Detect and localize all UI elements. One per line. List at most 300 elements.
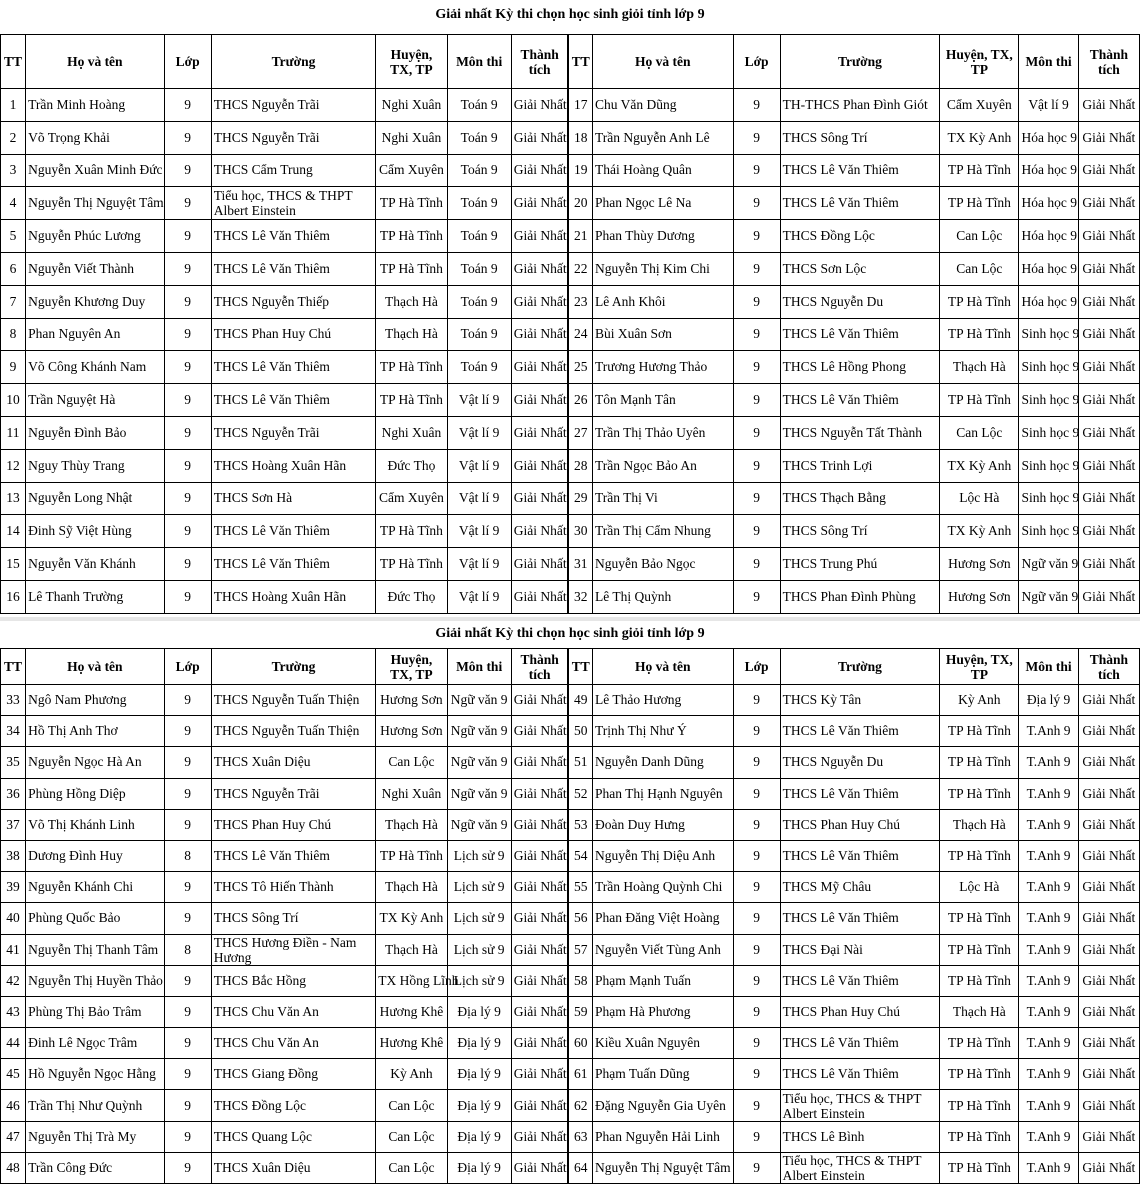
table-cell: Can Lộc [940,252,1019,285]
table-cell: THCS Nguyễn Trãi [211,89,376,122]
table-cell: Giải Nhất [511,747,568,778]
table-cell: 9 [164,318,211,351]
column-header: Họ và tên [26,649,164,685]
table-cell: Giải Nhất [1078,934,1139,965]
table-cell: 9 [733,840,780,871]
table-row [1,840,1140,871]
table-cell: 50 [568,716,592,747]
table-cell: Nguyễn Thị Nguyệt Tâm [593,1152,733,1183]
table-cell: THCS Phan Huy Chú [780,809,940,840]
column-header: Lớp [164,649,211,685]
table-cell: 9 [164,1059,211,1090]
table-cell: Cẩm Xuyên [376,154,447,187]
table-cell: 49 [568,685,592,716]
table-cell: Địa lý 9 [447,996,511,1027]
table-cell: THCS Phan Huy Chú [211,318,376,351]
header-row [1,35,1140,89]
table-cell: THCS Lê Văn Thiêm [780,1059,940,1090]
table-cell: TP Hà Tĩnh [940,318,1019,351]
table-cell: Hóa học 9 [1019,121,1078,154]
table-cell: Giải Nhất [1078,187,1139,220]
table-cell: Địa lý 9 [447,1028,511,1059]
table-cell: 54 [568,840,592,871]
table-cell: Lộc Hà [940,482,1019,515]
table-cell: Dương Đình Huy [26,840,164,871]
table-cell: THCS Nguyễn Trãi [211,778,376,809]
table-cell: Vật lí 9 [447,580,511,613]
table-cell: 9 [164,1028,211,1059]
table-cell: 8 [164,934,211,965]
table-cell: THCS Lê Văn Thiêm [780,716,940,747]
table-cell: Giải Nhất [1078,685,1139,716]
table-cell: Giải Nhất [511,716,568,747]
table-cell: TP Hà Tĩnh [940,934,1019,965]
table-cell: Giải Nhất [511,809,568,840]
table-cell: Lê Thảo Hương [593,685,733,716]
table-cell: THCS Sơn Hà [211,482,376,515]
table-cell: Nguyễn Thị Thanh Tâm [26,934,164,965]
table-cell: 9 [164,1090,211,1121]
table-cell: Giải Nhất [1078,285,1139,318]
table-cell: Lê Anh Khôi [593,285,733,318]
table-row [1,121,1140,154]
table-cell: Giải Nhất [1078,384,1139,417]
table-cell: Địa lý 9 [447,1059,511,1090]
column-header: Trường [780,35,940,89]
table-cell: 44 [1,1028,26,1059]
table-cell: Toán 9 [447,351,511,384]
table-cell: Lịch sử 9 [447,872,511,903]
table-cell: Nguyễn Khánh Chi [26,872,164,903]
table-cell: Trần Thị Vi [593,482,733,515]
table-title: Giải nhất Kỳ thi chọn học sinh giỏi tỉnh lớp 9 [435,626,705,641]
table-cell: Toán 9 [447,285,511,318]
table-cell: 9 [164,285,211,318]
table-cell: 4 [1,187,26,220]
table-cell: Hương Sơn [376,716,447,747]
column-header: Thành tích [511,35,568,89]
table-row [1,747,1140,778]
table-cell: Giải Nhất [1078,1152,1139,1183]
table-cell: Giải Nhất [1078,121,1139,154]
table-cell: Thạch Hà [376,809,447,840]
table-cell: TX Kỳ Anh [376,903,447,934]
column-header: Môn thi [1019,649,1078,685]
table-cell: T.Anh 9 [1019,747,1078,778]
table-cell: Kỳ Anh [376,1059,447,1090]
table-cell: 6 [1,252,26,285]
table-cell: Giải Nhất [511,515,568,548]
table-cell: THCS Lê Hồng Phong [780,351,940,384]
table-cell: THCS Nguyễn Thiếp [211,285,376,318]
table-cell: Phan Thị Hạnh Nguyên [593,778,733,809]
table-cell: 40 [1,903,26,934]
table-cell: 33 [1,685,26,716]
table-cell: TP Hà Tĩnh [940,285,1019,318]
table-cell: Hồ Nguyễn Ngọc Hằng [26,1059,164,1090]
table-cell: Giải Nhất [1078,482,1139,515]
table-cell: 9 [733,220,780,253]
table-cell: Ngữ văn 9 [447,747,511,778]
table-cell: Đức Thọ [376,449,447,482]
table-cell: 9 [733,89,780,122]
table-cell: THCS Lê Văn Thiêm [780,965,940,996]
table-cell: 9 [164,154,211,187]
table-row [1,1090,1140,1121]
table-cell: Trần Ngọc Bảo An [593,449,733,482]
table-cell: THCS Hoàng Xuân Hãn [211,449,376,482]
table-cell: 22 [568,252,592,285]
table-cell: Toán 9 [447,121,511,154]
table-cell: Nguyễn Thị Kim Chi [593,252,733,285]
table-cell: Phan Đăng Việt Hoàng [593,903,733,934]
table-cell: Nguyễn Danh Dũng [593,747,733,778]
table-row [1,416,1140,449]
table-cell: Lịch sử 9 [447,965,511,996]
table-cell: 13 [1,482,26,515]
table-cell: 32 [568,580,592,613]
table-cell: 9 [164,1121,211,1152]
table-cell: Nghi Xuân [376,416,447,449]
table-cell: THCS Cẩm Trung [211,154,376,187]
table-cell: T.Anh 9 [1019,872,1078,903]
table-cell: THCS Đồng Lộc [211,1090,376,1121]
table-cell: THCS Lê Văn Thiêm [780,778,940,809]
table-cell: 9 [733,965,780,996]
table-cell: Ngữ văn 9 [447,685,511,716]
table-cell: Giải Nhất [1078,220,1139,253]
table-cell: Tôn Mạnh Tân [593,384,733,417]
table-cell: THCS Lê Văn Thiêm [780,154,940,187]
table-cell: 29 [568,482,592,515]
table-cell: Can Lộc [376,747,447,778]
table-cell: THCS Lê Văn Thiêm [211,840,376,871]
table-cell: Phùng Quốc Bảo [26,903,164,934]
table-cell: Hương Sơn [940,548,1019,581]
table-cell: 7 [1,285,26,318]
table-row [1,482,1140,515]
table-cell: Giải Nhất [1078,154,1139,187]
table-cell: Lê Thanh Trường [26,580,164,613]
table-cell: THCS Sơn Lộc [780,252,940,285]
column-header: Huyện, TX, TP [376,35,447,89]
table-cell: 9 [164,872,211,903]
table-cell: 3 [1,154,26,187]
column-header: Họ và tên [26,35,164,89]
table-row [1,351,1140,384]
table-cell: 9 [733,996,780,1027]
table-cell: 47 [1,1121,26,1152]
table-cell: T.Anh 9 [1019,1121,1078,1152]
table-cell: THCS Trung Phú [780,548,940,581]
table-cell: 9 [164,548,211,581]
table-cell: 9 [733,809,780,840]
table-cell: 9 [733,121,780,154]
table-cell: 9 [1,351,26,384]
table-cell: 9 [164,580,211,613]
table-cell: 48 [1,1152,26,1183]
table-cell: 26 [568,384,592,417]
table-cell: T.Anh 9 [1019,965,1078,996]
table-cell: Can Lộc [940,220,1019,253]
table-cell: Trịnh Thị Như Ý [593,716,733,747]
table-cell: Địa lý 9 [447,1090,511,1121]
table-cell: Toán 9 [447,252,511,285]
table-cell: TX Hồng Lĩnh [376,965,447,996]
table-cell: TP Hà Tĩnh [940,384,1019,417]
table-cell: Kỳ Anh [940,685,1019,716]
column-header: Trường [211,649,376,685]
table-cell: THCS Xuân Diệu [211,747,376,778]
table-cell: 9 [164,89,211,122]
column-header: TT [568,649,592,685]
table-cell: THCS Sông Trí [780,515,940,548]
table-cell: Hóa học 9 [1019,220,1078,253]
table-cell: Giải Nhất [511,548,568,581]
table-cell: Vật lí 9 [447,515,511,548]
table-cell: Giải Nhất [511,1090,568,1121]
table-cell: Nguyễn Long Nhật [26,482,164,515]
table-row [1,716,1140,747]
table-cell: Cẩm Xuyên [376,482,447,515]
table-cell: Vật lí 9 [1019,89,1078,122]
table-cell: THCS Lê Văn Thiêm [780,384,940,417]
table-cell: THCS Phan Đình Phùng [780,580,940,613]
column-header: Lớp [733,649,780,685]
table-row [1,903,1140,934]
table-cell: 23 [568,285,592,318]
table-cell: Sinh học 9 [1019,351,1078,384]
table-cell: TP Hà Tĩnh [376,187,447,220]
table-cell: Thái Hoàng Quân [593,154,733,187]
table-cell: THCS Đồng Lộc [780,220,940,253]
table-cell: T.Anh 9 [1019,778,1078,809]
table-cell: 9 [733,416,780,449]
table-cell: Giải Nhất [1078,778,1139,809]
table-cell: 11 [1,416,26,449]
table-cell: 8 [1,318,26,351]
table-cell: 43 [1,996,26,1027]
table-cell: Toán 9 [447,318,511,351]
table-cell: Can Lộc [376,1121,447,1152]
table-cell: Địa lý 9 [1019,685,1078,716]
table-cell: Phan Ngọc Lê Na [593,187,733,220]
table-cell: 51 [568,747,592,778]
table-cell: Lê Thị Quỳnh [593,580,733,613]
table-cell: 9 [733,580,780,613]
table-cell: THCS Quang Lộc [211,1121,376,1152]
table-cell: Giải Nhất [511,154,568,187]
table-cell: TP Hà Tĩnh [940,1028,1019,1059]
table-cell: Phạm Tuấn Dũng [593,1059,733,1090]
table-cell: Giải Nhất [1078,416,1139,449]
table-cell: Giải Nhất [1078,548,1139,581]
table-cell: THCS Lê Văn Thiêm [780,187,940,220]
table-cell: Toán 9 [447,89,511,122]
column-header: Trường [211,35,376,89]
table-cell: Nghi Xuân [376,89,447,122]
table-cell: 9 [164,747,211,778]
table-cell: 9 [733,1090,780,1121]
table-cell: Hương Khê [376,1028,447,1059]
table-cell: Võ Trọng Khải [26,121,164,154]
table-cell: Tiểu học, THCS & THPT Albert Einstein [780,1090,940,1121]
table-cell: 39 [1,872,26,903]
table-cell: Ngữ văn 9 [447,809,511,840]
table-cell: 9 [733,548,780,581]
table-cell: THCS Bắc Hồng [211,965,376,996]
table-cell: Trần Minh Hoàng [26,89,164,122]
table-cell: 62 [568,1090,592,1121]
table-cell: Tiểu học, THCS & THPT Albert Einstein [780,1152,940,1183]
table-cell: THCS Lê Văn Thiêm [211,220,376,253]
table-cell: TP Hà Tĩnh [376,548,447,581]
table-cell: 9 [164,685,211,716]
table-cell: Giải Nhất [511,318,568,351]
table-cell: T.Anh 9 [1019,1059,1078,1090]
table-row [1,384,1140,417]
table-cell: Trần Thị Cẩm Nhung [593,515,733,548]
table-cell: 9 [164,1152,211,1183]
column-header: Huyện, TX, TP [376,649,447,685]
table-cell: Ngữ văn 9 [447,778,511,809]
table-cell: THCS Nguyễn Tuấn Thiện [211,716,376,747]
table-cell: THCS Sông Trí [211,903,376,934]
table-cell: Phùng Thị Bảo Trâm [26,996,164,1027]
table-cell: THCS Phan Huy Chú [211,809,376,840]
table-cell: THCS Nguyễn Tuấn Thiện [211,685,376,716]
table-cell: 9 [733,716,780,747]
table-cell: Chu Văn Dũng [593,89,733,122]
table-row [1,515,1140,548]
table-row [1,252,1140,285]
table-cell: THCS Phan Huy Chú [780,996,940,1027]
table-cell: Giải Nhất [511,351,568,384]
table-cell: TP Hà Tĩnh [940,1059,1019,1090]
table-cell: 35 [1,747,26,778]
table-cell: 9 [164,965,211,996]
table-cell: Giải Nhất [1078,716,1139,747]
table-cell: Giải Nhất [511,1152,568,1183]
table-cell: Sinh học 9 [1019,318,1078,351]
table-cell: THCS Đại Nài [780,934,940,965]
table-cell: 10 [1,384,26,417]
table-cell: Nguyễn Văn Khánh [26,548,164,581]
table-cell: 27 [568,416,592,449]
table-cell: TP Hà Tĩnh [940,778,1019,809]
table-cell: Giải Nhất [1078,872,1139,903]
table-cell: 17 [568,89,592,122]
table-cell: 9 [164,515,211,548]
table-row [1,548,1140,581]
table-cell: Vật lí 9 [447,548,511,581]
table-cell: THCS Mỹ Châu [780,872,940,903]
table-row [1,1152,1140,1183]
table-cell: Giải Nhất [511,996,568,1027]
table-cell: 36 [1,778,26,809]
table-cell: Giải Nhất [1078,996,1139,1027]
table-cell: 9 [733,384,780,417]
table-cell: Địa lý 9 [447,1152,511,1183]
table-cell: 9 [164,449,211,482]
table-cell: THCS Chu Văn An [211,1028,376,1059]
table-cell: Nguyễn Thị Diệu Anh [593,840,733,871]
table-cell: 9 [733,351,780,384]
table-cell: Giải Nhất [1078,840,1139,871]
table-cell: THCS Nguyễn Du [780,747,940,778]
table-cell: Nguyễn Viết Tùng Anh [593,934,733,965]
table-cell: Can Lộc [940,416,1019,449]
table-cell: 16 [1,580,26,613]
table-cell: 9 [733,934,780,965]
table-cell: Ngữ văn 9 [447,716,511,747]
table-cell: TP Hà Tĩnh [940,840,1019,871]
table-cell: Trương Hương Thảo [593,351,733,384]
table-cell: Sinh học 9 [1019,515,1078,548]
table-cell: THCS Tô Hiến Thành [211,872,376,903]
table-cell: THCS Lê Văn Thiêm [211,548,376,581]
table-cell: THCS Lê Văn Thiêm [211,252,376,285]
table-cell: 9 [733,1121,780,1152]
table-cell: 20 [568,187,592,220]
table-row [1,872,1140,903]
table-cell: THCS Thạch Bằng [780,482,940,515]
table-cell: TP Hà Tĩnh [940,154,1019,187]
table-cell: Địa lý 9 [447,1121,511,1152]
table-cell: 63 [568,1121,592,1152]
column-header: Trường [780,649,940,685]
table-cell: TX Kỳ Anh [940,449,1019,482]
table-cell: Phan Nguyễn Hải Linh [593,1121,733,1152]
table-cell: 42 [1,965,26,996]
table-cell: Giải Nhất [511,285,568,318]
table-cell: Tiểu học, THCS & THPT Albert Einstein [211,187,376,220]
table-cell: Giải Nhất [511,778,568,809]
table-cell: Hóa học 9 [1019,285,1078,318]
table-cell: THCS Kỳ Tân [780,685,940,716]
table-row [1,965,1140,996]
table-cell: 41 [1,934,26,965]
table-cell: Đặng Nguyễn Gia Uyên [593,1090,733,1121]
table-cell: Ngô Nam Phương [26,685,164,716]
table-cell: Nguyễn Đình Bảo [26,416,164,449]
table-cell: Giải Nhất [511,840,568,871]
table-cell: Giải Nhất [1078,580,1139,613]
table-cell: Sinh học 9 [1019,384,1078,417]
table-cell: Vật lí 9 [447,384,511,417]
table-cell: Đinh Sỹ Việt Hùng [26,515,164,548]
table-cell: Giải Nhất [511,903,568,934]
table-cell: 9 [164,384,211,417]
table-cell: THCS Lê Văn Thiêm [780,840,940,871]
table-cell: Giải Nhất [511,252,568,285]
table-cell: Kiều Xuân Nguyên [593,1028,733,1059]
table-cell: Phạm Mạnh Tuấn [593,965,733,996]
table-cell: THCS Chu Văn An [211,996,376,1027]
table-cell: 9 [164,809,211,840]
table-cell: Can Lộc [376,1152,447,1183]
table-cell: 38 [1,840,26,871]
table-cell: Phan Thùy Dương [593,220,733,253]
table-cell: THCS Lê Văn Thiêm [780,1028,940,1059]
table-cell: THCS Xuân Diệu [211,1152,376,1183]
table-cell: Can Lộc [376,1090,447,1121]
table-cell: 55 [568,872,592,903]
table-row [1,1059,1140,1090]
table-cell: 14 [1,515,26,548]
table-cell: 46 [1,1090,26,1121]
table-cell: THCS Sông Trí [780,121,940,154]
